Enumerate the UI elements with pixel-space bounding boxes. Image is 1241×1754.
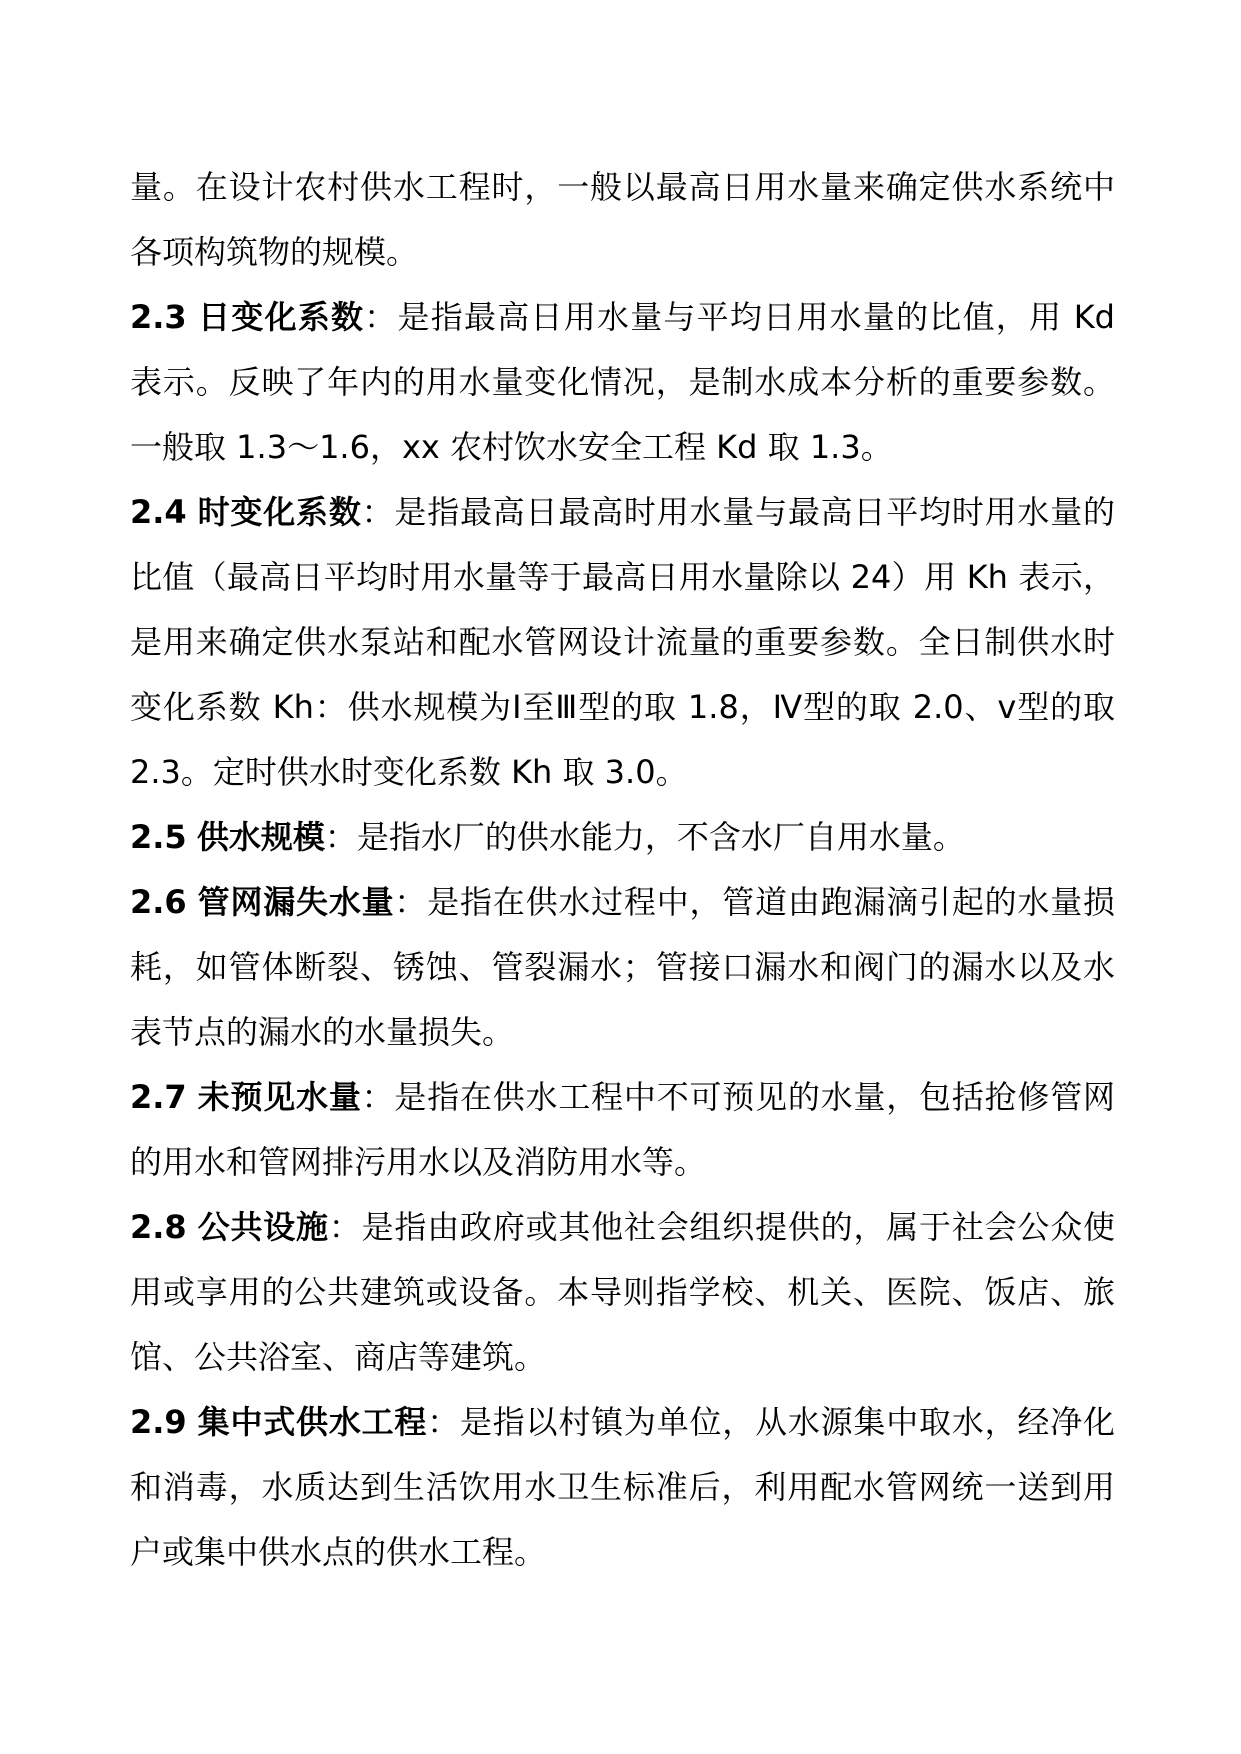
definition-term: 集中式供水工程 — [197, 1403, 428, 1441]
definition-text: ：是指在供水工程中不可预见的水量，包括抢修管网的用水和管网排污用水以及消防用水等。 — [130, 1078, 1115, 1181]
definition-term: 时变化系数 — [197, 493, 362, 531]
definition-text: ：是指最高日用水量与平均日用水量的比值，用 Kd 表示。反映了年内的用水量变化情况，是制水成本分析的重要参数。一般取 1.3～1.6，xx 农村饮水安全工程 Kd 取 1.3。 — [130, 298, 1115, 466]
definition-2-5 — [130, 805, 1115, 870]
definition-2-4 — [130, 480, 1115, 805]
definition-number: 2.4 — [130, 493, 187, 531]
definition-2-7 — [130, 1065, 1115, 1195]
paragraph-text: 量。在设计农村供水工程时，一般以最高日用水量来确定供水系统中各项构筑物的规模。 — [130, 168, 1115, 271]
definition-2-3 — [130, 285, 1115, 480]
definition-number: 2.5 — [130, 818, 187, 856]
document-page — [130, 155, 1115, 1585]
definition-term: 公共设施 — [197, 1208, 329, 1246]
definition-number: 2.8 — [130, 1208, 187, 1246]
definition-term: 未预见水量 — [197, 1078, 362, 1116]
definition-2-9 — [130, 1390, 1115, 1585]
definition-term: 管网漏失水量 — [197, 883, 395, 921]
definition-text: ：是指以村镇为单位，从水源集中取水，经净化和消毒，水质达到生活饮用水卫生标准后，利用配水管网统一送到用户或集中供水点的供水工程。 — [130, 1403, 1115, 1571]
definition-number: 2.9 — [130, 1403, 187, 1441]
definition-number: 2.3 — [130, 298, 187, 336]
definition-term: 日变化系数 — [198, 298, 365, 336]
paragraph-continuation — [130, 155, 1115, 285]
definition-2-8 — [130, 1195, 1115, 1390]
definition-2-6 — [130, 870, 1115, 1065]
definition-number: 2.6 — [130, 883, 187, 921]
definition-text: ：是指由政府或其他社会组织提供的，属于社会公众使用或享用的公共建筑或设备。本导则指学校、机关、医院、饭店、旅馆、公共浴室、商店等建筑。 — [130, 1208, 1115, 1376]
definition-text: ：是指最高日最高时用水量与最高日平均时用水量的比值（最高日平均时用水量等于最高日用水量除以 24）用 Kh 表示，是用来确定供水泵站和配水管网设计流量的重要参数。全日制供水时变化系数 Kh：供水规模为Ⅰ至Ⅲ型的取 1.8，Ⅳ型的取 2.0、ⅴ型的取 2.3。定时供水时变化系数 Kh 取 3.0。 — [130, 493, 1115, 791]
definition-text: ：是指在供水过程中，管道由跑漏滴引起的水量损耗，如管体断裂、锈蚀、管裂漏水；管接口漏水和阀门的漏水以及水表节点的漏水的水量损失。 — [130, 883, 1115, 1051]
definition-number: 2.7 — [130, 1078, 187, 1116]
definition-text: ：是指水厂的供水能力，不含水厂自用水量。 — [324, 818, 965, 856]
definition-term: 供水规模 — [196, 818, 325, 856]
